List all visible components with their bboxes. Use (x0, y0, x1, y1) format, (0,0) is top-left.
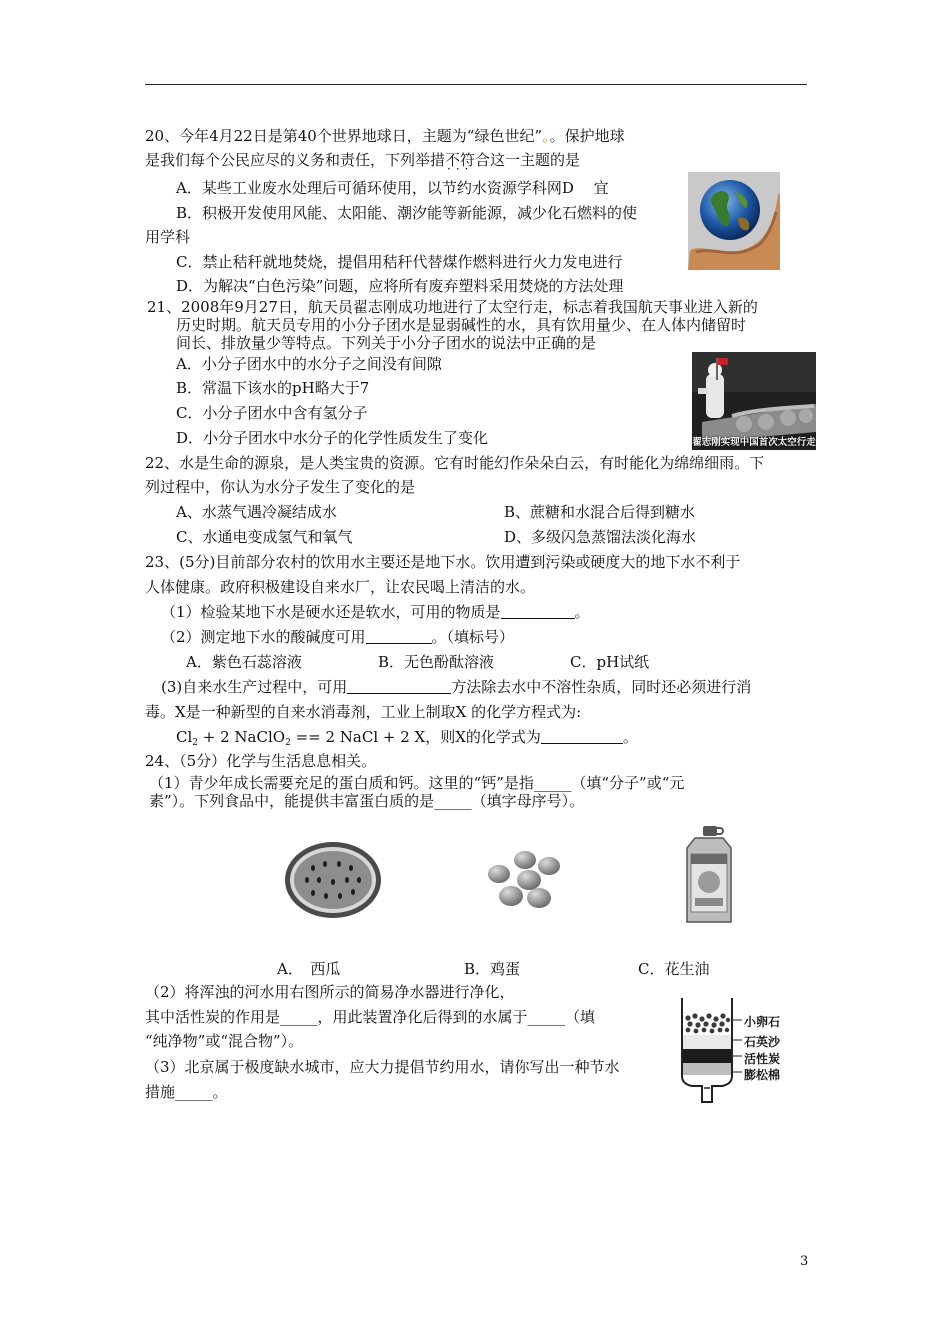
q21-option-a: A．小分子团水中的水分子之间没有间隙 (176, 355, 442, 373)
q22-option-d: D、多级闪急蒸馏法淡化海水 (504, 528, 697, 546)
water-filter-diagram (676, 996, 742, 1106)
q23-stem-line2: 人体健康。政府积极建设自来水厂，让农民喝上清洁的水。 (145, 578, 536, 596)
q21-stem-line3: 间长、排放量少等特点。下列关于小分子团水的说法中正确的是 (176, 334, 597, 352)
q23-sub3-cont: 毒。X是一种新型的自来水消毒剂，工业上制取X 的化学方程式为: (145, 703, 582, 721)
q20-stem-line1: 20、今年4月22日是第40个世界地球日，主题为“绿色世纪”。。保护地球 (145, 127, 625, 145)
filter-label-pebbles: 小卵石 (744, 1015, 781, 1029)
answer-blank[interactable] (501, 604, 575, 619)
q20-option-b-cont: 用学科 (145, 228, 191, 246)
q23-equation: $Cl_2 + 2$ NaClO$_2$ == 2 NaCl + 2 X，则X的化学式为 。 (176, 728, 638, 748)
q23-sub2: （2）测定地下水的酸碱度可用 。（填标号） (161, 628, 515, 646)
q20-option-d: D．为解决“白色污染”问题，应将所有废弃塑料采用焚烧的方法处理 (176, 277, 624, 295)
q21-option-d: D．小分子团水中水分子的化学性质发生了变化 (176, 429, 489, 447)
q24-stem: 24、（5分）化学与生活息息相关。 (145, 752, 377, 770)
peanut-oil-bottle-image (683, 824, 735, 926)
earth-in-hand-image (688, 172, 780, 270)
q20-option-c: C．禁止秸秆就地焚烧，提倡用秸秆代替煤作燃料进行火力发电进行 (176, 253, 623, 271)
spacewalk-photo-caption: 翟志刚实现中国首次太空行走 (692, 437, 816, 448)
q24-sub1-line2: 素”）。下列食品中，能提供丰富蛋白质的是_____（填字母序号）。 (149, 792, 585, 810)
q21-stem-line2: 历史时期。航天员专用的小分子团水是显弱碱性的水，具有饮用量少、在人体内储留时 (176, 316, 747, 334)
q23-sub3: (3)自来水生产过程中，可用 方法除去水中不溶性杂质，同时还必须进行消 (161, 678, 752, 696)
food-caption-c: C．花生油 (638, 960, 710, 978)
header-rule (145, 84, 807, 85)
q23-sub1: （1）检验某地下水是硬水还是软水，可用的物质是 。 (161, 603, 590, 621)
q22-stem-line1: 22、水是生命的源泉，是人类宝贵的资源。它有时能幻作朵朵白云，有时能化为绵绵细雨。下 (145, 454, 765, 472)
q22-option-c: C、水通电变成氢气和氧气 (176, 528, 353, 546)
q24-sub1-line1: （1）青少年成长需要充足的蛋白质和钙。这里的“钙”是指_____（填“分子”或“元 (149, 774, 685, 792)
q24-sub3-line2: 措施_____。 (145, 1083, 228, 1101)
filter-label-quartz-sand: 石英沙 (744, 1035, 781, 1049)
food-caption-a: A． 西瓜 (277, 960, 341, 978)
q24-sub2-line3: “纯净物”或“混合物”）。 (145, 1032, 304, 1050)
spacewalk-photo (692, 352, 816, 450)
filter-label-activated-carbon: 活性炭 (744, 1052, 781, 1066)
answer-blank[interactable] (366, 629, 432, 644)
page-number: 3 (800, 1254, 809, 1269)
answer-blank[interactable] (347, 679, 451, 694)
q23-option-a: A．紫色石蕊溶液 (186, 653, 302, 671)
q22-option-a: A、水蒸气遇冷凝结成水 (176, 503, 337, 521)
q23-option-c: C．pH试纸 (570, 653, 650, 671)
q20-stem-line2: 是我们每个公民应尽的义务和责任，下列举措不符合 ···这一主题的是 (145, 150, 580, 170)
q20-option-b: B．积极开发使用风能、太阳能、潮汐能等新能源，减少化石燃料的使 (176, 204, 638, 222)
q23-stem-line1: 23、(5分)目前部分农村的饮用水主要还是地下水。饮用遭到污染或硬度大的地下水不利于 (145, 553, 741, 571)
q23-option-b: B．无色酚酞溶液 (378, 653, 495, 671)
food-caption-b: B．鸡蛋 (464, 960, 521, 978)
watermelon-image (283, 840, 383, 920)
q24-sub3-line1: （3）北京属于极度缺水城市，应大力提倡节约用水，请你写出一种节水 (145, 1058, 620, 1076)
q21-stem-line1: 21、2008年9月27日，航天员翟志刚成功地进行了太空行走，标志着我国航天事业进入新的 (147, 298, 758, 316)
q20-option-a: A．某些工业废水处理后可循环使用，以节约水资源学科网D 宜 (176, 179, 609, 197)
eggs-image (483, 846, 569, 910)
q24-sub2-line2: 其中活性炭的作用是_____，用此装置净化后得到的水属于_____（填 (145, 1008, 596, 1026)
q22-option-b: B、蔗糖和水混合后得到糖水 (504, 503, 696, 521)
answer-blank[interactable] (541, 729, 623, 744)
q21-option-b: B．常温下该水的pH略大于7 (176, 379, 370, 397)
q24-sub2-line1: （2）将浑浊的河水用右图所示的简易净水器进行净化， (145, 983, 515, 1001)
q22-stem-line2: 列过程中，你认为水分子发生了变化的是 (145, 478, 416, 496)
q21-option-c: C．小分子团水中含有氢分子 (176, 404, 368, 422)
filter-label-cotton: 膨松棉 (744, 1068, 781, 1082)
emphasis-not-comply: 不符合 ··· (445, 151, 490, 169)
